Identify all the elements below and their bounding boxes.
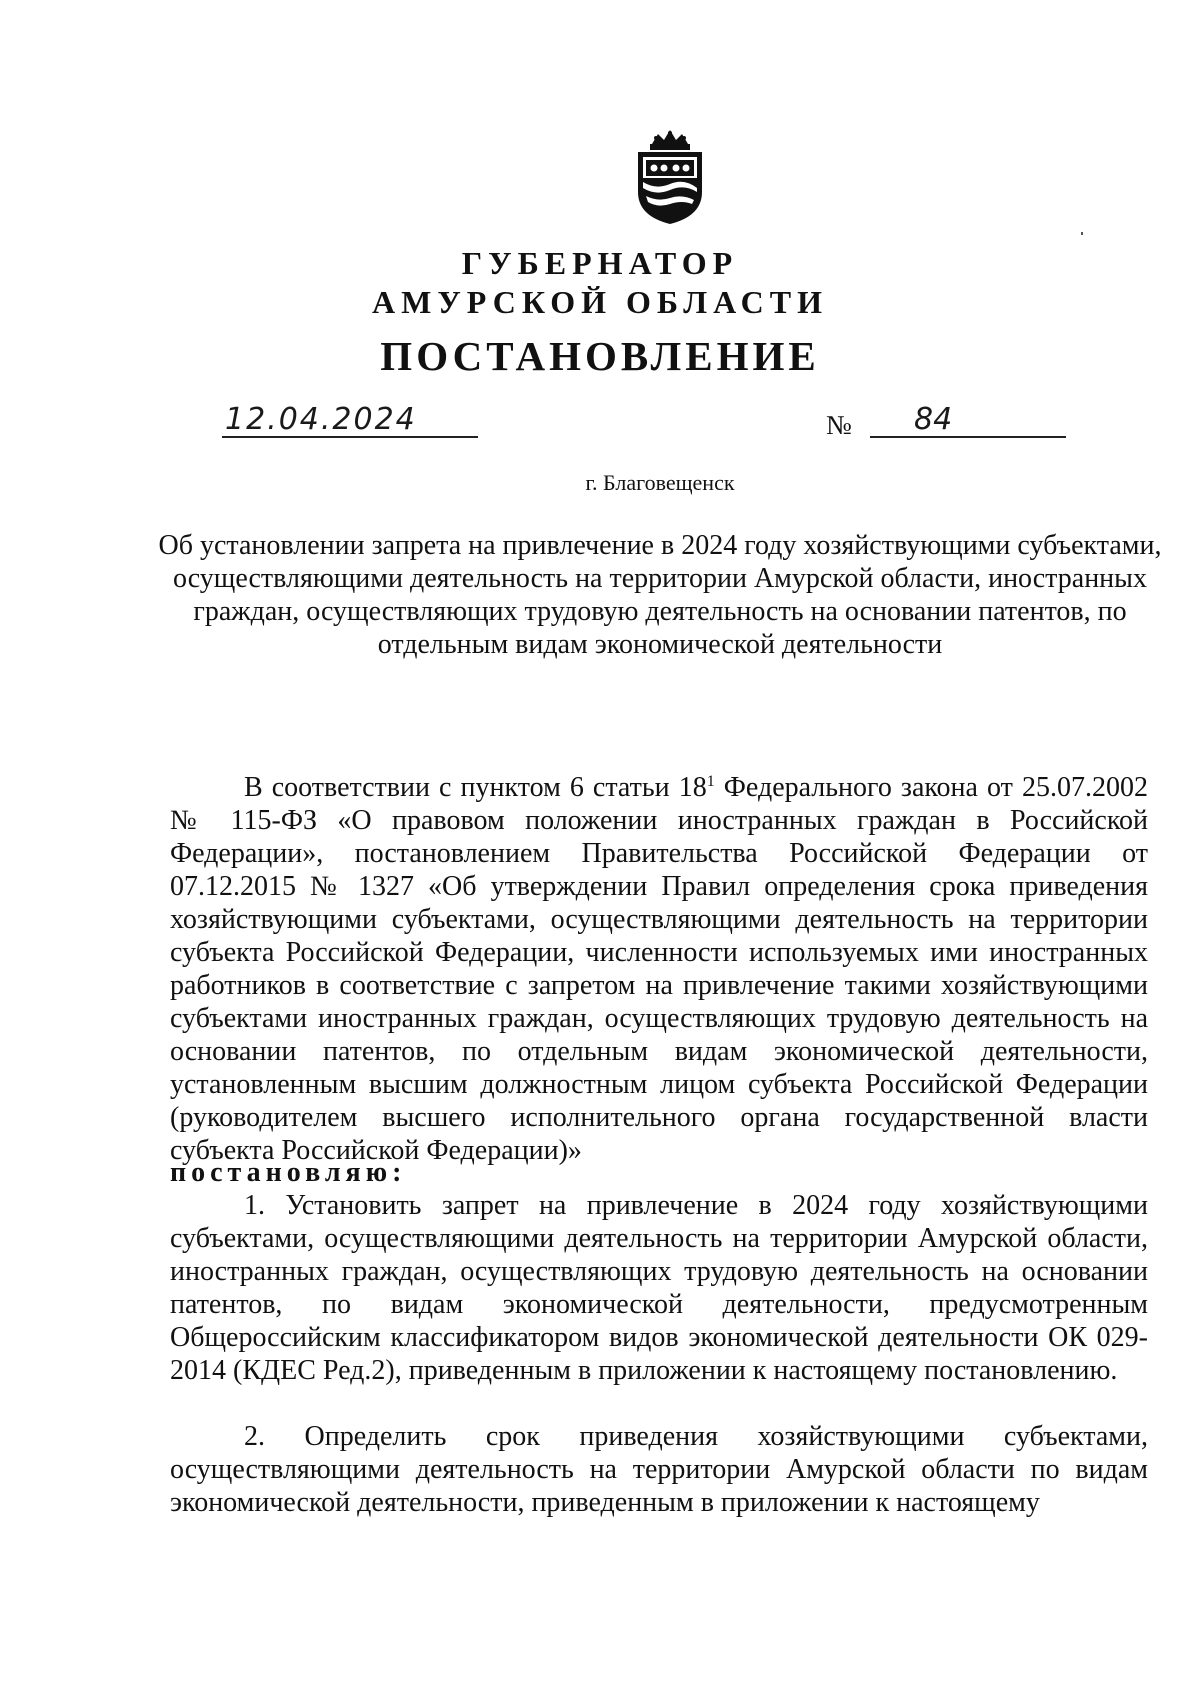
decree-word: постановляю: [170, 1157, 407, 1188]
article-superscript: 1 [706, 773, 715, 790]
authority-title: ГУБЕРНАТОР [461, 245, 739, 281]
preamble-paragraph [170, 771, 1148, 1167]
handwritten-number: 84 [914, 402, 953, 437]
handwritten-date: 12.04.2024 [225, 402, 417, 437]
region-title: АМУРСКОЙ ОБЛАСТИ [372, 284, 828, 320]
number-underline [870, 436, 1066, 438]
item-2-paragraph: 2. Определить срок приведения хозяйствующими субъектами, осуществляющими деятельность на территории Амурской области по видам экономической деятельности, приведенным в приложении к настоящему [170, 1421, 1148, 1518]
preamble-text-start: В соответствии с пунктом 6 статьи 18 [244, 772, 707, 803]
city-line: г. Благовещенск [585, 470, 735, 495]
coat-of-arms-icon [632, 130, 708, 226]
document-title: Об установлении запрета на привлечение в 2024 году хозяйствующими субъектами, осуществляющими деятельность на территории Амурской области, иностранных граждан, осуществляющих трудовую деятельность на основании патентов, по отдельным видам экономической деятельности [158, 530, 1162, 660]
document-type-title: ПОСТАНОВЛЕНИЕ [380, 333, 820, 379]
preamble-text-rest: Федерального закона от 25.07.2002 № 115-ФЗ «О правовом положении иностранных граждан в Российской Федерации», постановлением Правительства Российской Федерации от 07.12.2015 № 1327 «Об утверждении Правил определения срока приведения хозяйствующими субъектами, осуществляющими деятельность на территории субъекта Российской Федерации, численности используемых ими иностранных работников в соответствие с запретом на привлечение такими хозяйствующими субъектами иностранных граждан, осуществляющих трудовую деятельность на основании патентов, по отдельным видам экономической деятельности, установленным высшим должностным лицом субъекта Российской Федерации (руководителем высшего исполнительного органа государственной власти субъекта Российской Федерации)» [170, 772, 1148, 1166]
date-underline [222, 436, 478, 438]
item-1-paragraph: 1. Установить запрет на привлечение в 2024 году хозяйствующими субъектами, осуществляющими деятельность на территории Амурской области, иностранных граждан, осуществляющих трудовую деятельность на основании патентов, по видам экономической деятельности, предусмотренным Общероссийским классификатором видов экономической деятельности ОК 029-2014 (КДЕС Ред.2), приведенным в приложении к настоящему постановлению. [170, 1190, 1148, 1386]
number-sign: № [826, 410, 852, 440]
scan-speck [1081, 232, 1083, 235]
